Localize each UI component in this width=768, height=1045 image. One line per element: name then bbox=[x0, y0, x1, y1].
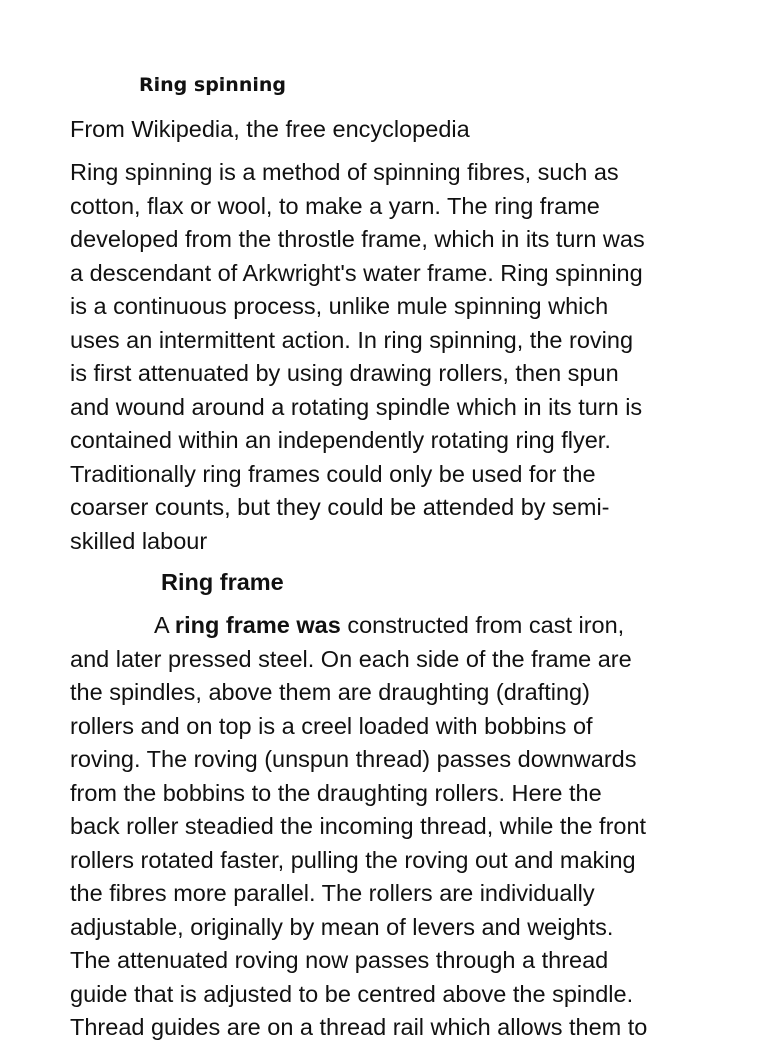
paragraph-line: roving. The roving (unspun thread) passes downwards bbox=[70, 746, 637, 772]
intro-line: developed from the throstle frame, which in its turn was bbox=[70, 226, 645, 252]
intro-line: uses an intermittent action. In ring spinning, the roving bbox=[70, 326, 634, 353]
page-title: Ring spinning bbox=[139, 74, 286, 96]
paragraph-line: rollers rotated faster, pulling the roving out and making bbox=[70, 846, 636, 873]
paragraph-first-line bbox=[70, 609, 710, 643]
paragraph-line: back roller steadied the incoming thread, while the front bbox=[70, 813, 647, 839]
intro-line: skilled labour bbox=[70, 527, 208, 554]
ring-frame-paragraph bbox=[70, 609, 710, 1045]
paragraph-line: rollers and on top is a creel loaded with bobbins of bbox=[70, 712, 593, 739]
intro-line: contained within an independently rotating ring flyer. bbox=[70, 427, 611, 453]
paragraph-line: from the bobbins to the draughting rollers. Here the bbox=[70, 779, 602, 806]
paragraph-line: The attenuated roving now passes through a thread bbox=[70, 947, 609, 973]
paragraph-line: the fibres more parallel. The rollers are individually bbox=[70, 880, 595, 906]
source-line: From Wikipedia, the free encyclopedia bbox=[70, 116, 470, 142]
intro-line: and wound around a rotating spindle which in its turn is bbox=[70, 393, 643, 420]
bold-term: ring frame was bbox=[174, 612, 341, 638]
section-heading: Ring frame bbox=[161, 569, 284, 595]
intro-line: coarser counts, but they could be attended by semi- bbox=[70, 494, 610, 520]
paragraph-line: the spindles, above them are draughting (drafting) bbox=[70, 679, 590, 705]
intro-line: is first attenuated by using drawing rollers, then spun bbox=[70, 360, 619, 386]
intro-line: Traditionally ring frames could only be used for the bbox=[70, 460, 596, 487]
intro-line: is a continuous process, unlike mule spinning which bbox=[70, 293, 609, 319]
intro-line: cotton, flax or wool, to make a yarn. The ring frame bbox=[70, 192, 600, 219]
paragraph-line: Thread guides are on a thread rail which allows them to bbox=[70, 1014, 648, 1040]
intro-line: a descendant of Arkwright's water frame. Ring spinning bbox=[70, 259, 643, 286]
paragraph-line: adjustable, originally by mean of levers and weights. bbox=[70, 913, 614, 940]
paragraph-line: guide that is adjusted to be centred above the spindle. bbox=[70, 980, 634, 1007]
paragraph-line: and later pressed steel. On each side of the frame are bbox=[70, 645, 632, 672]
lead-word: A bbox=[154, 612, 169, 638]
line-rest: constructed from cast iron, bbox=[347, 612, 625, 638]
intro-line: Ring spinning is a method of spinning fibres, such as bbox=[70, 159, 619, 185]
intro-paragraph bbox=[70, 156, 710, 558]
